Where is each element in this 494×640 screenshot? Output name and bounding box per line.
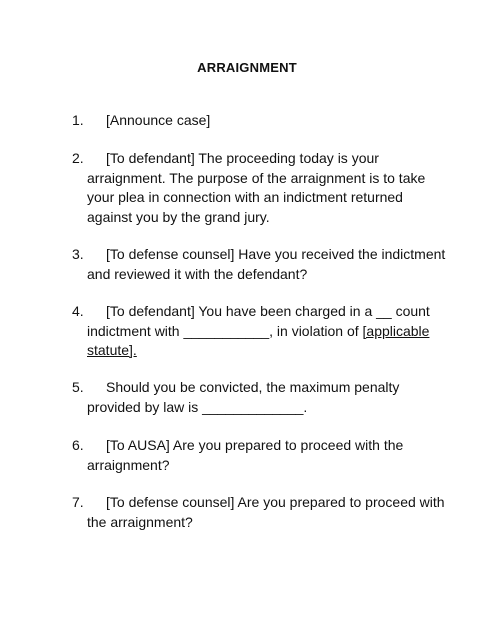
item-number: 4. [72, 303, 84, 319]
item-text: arraignment? [87, 456, 170, 473]
item-text: [To defendant] The proceeding today is your [106, 150, 379, 166]
item-line [72, 341, 442, 361]
item-number: 5. [72, 379, 84, 395]
item-line [72, 436, 442, 456]
item-number: 3. [72, 246, 84, 262]
item-line [72, 149, 442, 169]
list-item [72, 111, 442, 131]
list-item [72, 245, 446, 284]
item-text-underlined: statute]. [87, 342, 137, 358]
list-item [72, 149, 442, 227]
list-item [72, 302, 442, 361]
item-line [72, 245, 446, 265]
item-text: indictment with ___________, in violation of [87, 322, 363, 339]
item-number: 1. [72, 112, 84, 128]
item-text: your plea in connection with an indictment returned [87, 189, 403, 205]
item-line [72, 111, 442, 131]
list-item [72, 493, 445, 532]
item-line [72, 378, 442, 398]
item-text: and reviewed it with the defendant? [87, 265, 308, 282]
item-text: [To defense counsel] Are you prepared to proceed with [106, 494, 445, 510]
item-number: 6. [72, 437, 84, 453]
item-text: [To AUSA] Are you prepared to proceed with the [106, 437, 404, 453]
item-line [72, 322, 442, 342]
item-line [72, 302, 442, 322]
item-text: arraignment. The purpose of the arraignment is to take [87, 169, 426, 186]
item-number: 7. [72, 494, 84, 510]
item-text-underlined: [applicable [362, 322, 430, 339]
list-item [72, 436, 442, 475]
item-text: provided by law is _____________. [87, 398, 308, 415]
item-text: against you by the grand jury. [87, 208, 270, 225]
item-text: [To defense counsel] Have you received the indictment [106, 246, 446, 262]
list-item [72, 378, 442, 417]
item-text: the arraignment? [87, 513, 193, 530]
item-number: 2. [72, 150, 84, 166]
document-title: ARRAIGNMENT [197, 60, 297, 75]
item-text: [Announce case] [106, 112, 211, 128]
item-text: [To defendant] You have been charged in a __ count [106, 303, 430, 319]
item-text: Should you be convicted, the maximum penalty [106, 379, 400, 395]
item-line [72, 493, 445, 513]
